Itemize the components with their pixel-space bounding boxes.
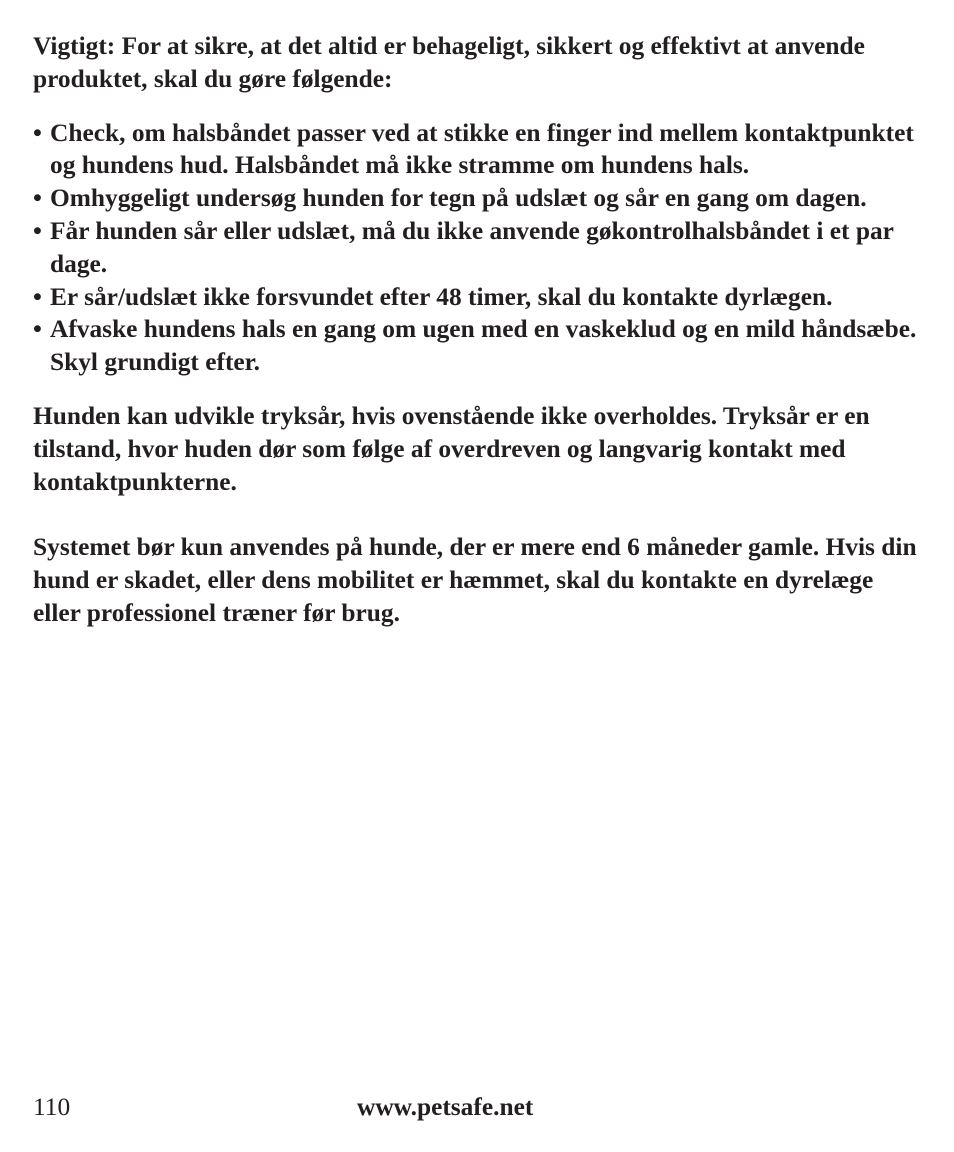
list-item: • Får hunden sår eller udslæt, må du ikke anvende gøkontrolhalsbåndet i et par dage.	[33, 215, 918, 281]
page-number: 110	[33, 1093, 71, 1121]
list-item: • Omhyggeligt undersøg hunden for tegn på udslæt og sår en gang om dagen.	[33, 182, 918, 215]
document-body	[33, 30, 918, 630]
intro-paragraph: Vigtigt: For at sikre, at det altid er behageligt, sikkert og effektivt at anvende produktet, skal du gøre følgende:	[33, 32, 865, 93]
age-notice-paragraph: Systemet bør kun anvendes på hunde, der er mere end 6 måneder gamle. Hvis din hund er skadet, eller dens mobilitet er hæmmet, skal du kontakte en dyrelæge eller professionel træner før brug.	[33, 533, 917, 627]
care-instructions-list	[33, 117, 918, 379]
list-item: • Check, om halsbåndet passer ved at stikke en finger ind mellem kontaktpunktet og hundens hud. Halsbåndet må ikke stramme om hundens hals.	[33, 117, 918, 183]
list-item: • Afvaske hundens hals en gang om ugen med en vaskeklud og en mild håndsæbe. Skyl grundigt efter.	[33, 313, 918, 379]
pressure-sore-warning: Hunden kan udvikle tryksår, hvis ovenstående ikke overholdes. Tryksår er en tilstand, hvor huden dør som følge af overdreven og langvarig kontakt med kontaktpunkterne.	[33, 401, 870, 496]
website-url: www.petsafe.net	[357, 1093, 534, 1121]
list-item: • Er sår/udslæt ikke forsvundet efter 48 timer, skal du kontakte dyrlægen.	[33, 281, 918, 314]
